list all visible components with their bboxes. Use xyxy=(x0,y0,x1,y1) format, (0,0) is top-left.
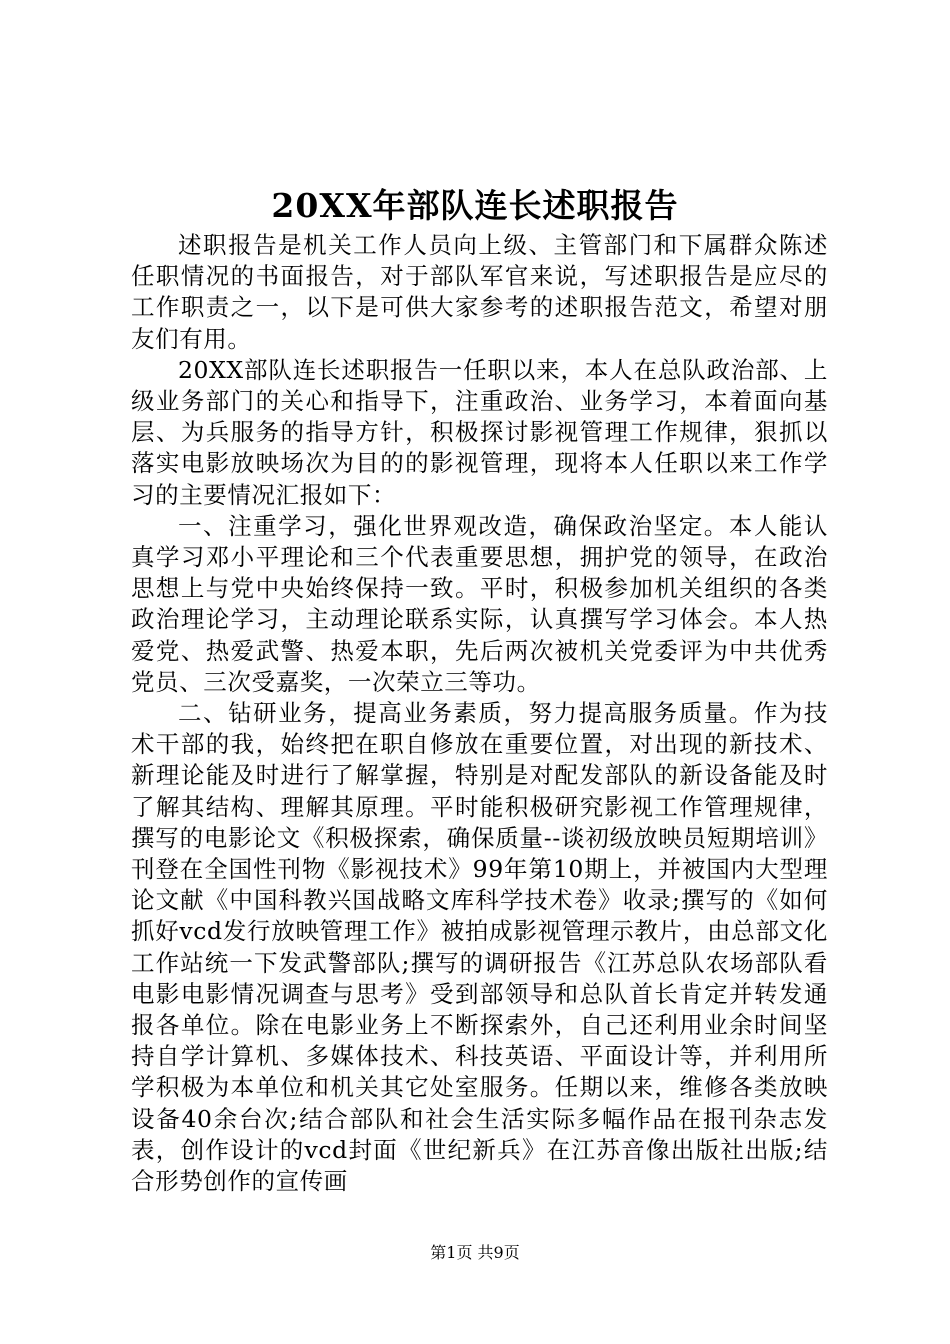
paragraph-section-two: 二、钻研业务，提高业务素质，努力提高服务质量。作为技术干部的我，始终把在职自修放在重要位置，对出现的新技术、新理论能及时进行了解掌握，特别是对配发部队的新设备能及时了解其结构、理解其原理。平时能积极研究影视工作管理规律，撰写的电影论文《积极探索，确保质量--谈初级放映员短期培训》刊登在全国性刊物《影视技术》99年第10期上，并被国内大型理论文献《中国科教兴国战略文库科学技术卷》收录;撰写的《如何抓好vcd发行放映管理工作》被拍成影视管理示教片，由总部文化工作站统一下发武警部队;撰写的调研报告《江苏总队农场部队看电影电影情况调查与思考》受到部领导和总队首长肯定并转发通报各单位。除在电影业务上不断探索外，自己还利用业余时间坚持自学计算机、多媒体技术、科技英语、平面设计等，并利用所学积极为本单位和机关其它处室服务。任期以来，维修各类放映设备40余台次;结合部队和社会生活实际多幅作品在报刊杂志发表，创作设计的vcd封面《世纪新兵》在江苏音像出版社出版;结合形势创作的宣传画 xyxy=(131,699,828,1196)
paragraph-section-one: 一、注重学习，强化世界观改造，确保政治坚定。本人能认真学习邓小平理论和三个代表重要思想，拥护党的领导，在政治思想上与党中央始终保持一致。平时，积极参加机关组织的各类政治理论学习，主动理论联系实际，认真撰写学习体会。本人热爱党、热爱武警、热爱本职，先后两次被机关党委评为中共优秀党员、三次受嘉奖，一次荣立三等功。 xyxy=(131,511,828,696)
page-number-footer: 第1页 共9页 xyxy=(430,1243,520,1262)
document-body xyxy=(131,230,828,1197)
paragraph-opening: 20XX部队连长述职报告一任职以来，本人在总队政治部、上级业务部门的关心和指导下，注重政治、业务学习，本着面向基层、为兵服务的指导方针，积极探讨影视管理工作规律，狠抓以落实电影放映场次为目的的影视管理，现将本人任职以来工作学习的主要情况汇报如下： xyxy=(131,355,828,509)
document-title: 20XX年部队连长述职报告 xyxy=(271,186,679,225)
paragraph-intro: 述职报告是机关工作人员向上级、主管部门和下属群众陈述任职情况的书面报告，对于部队军官来说，写述职报告是应尽的工作职责之一，以下是可供大家参考的述职报告范文，希望对朋友们有用。 xyxy=(131,231,828,353)
